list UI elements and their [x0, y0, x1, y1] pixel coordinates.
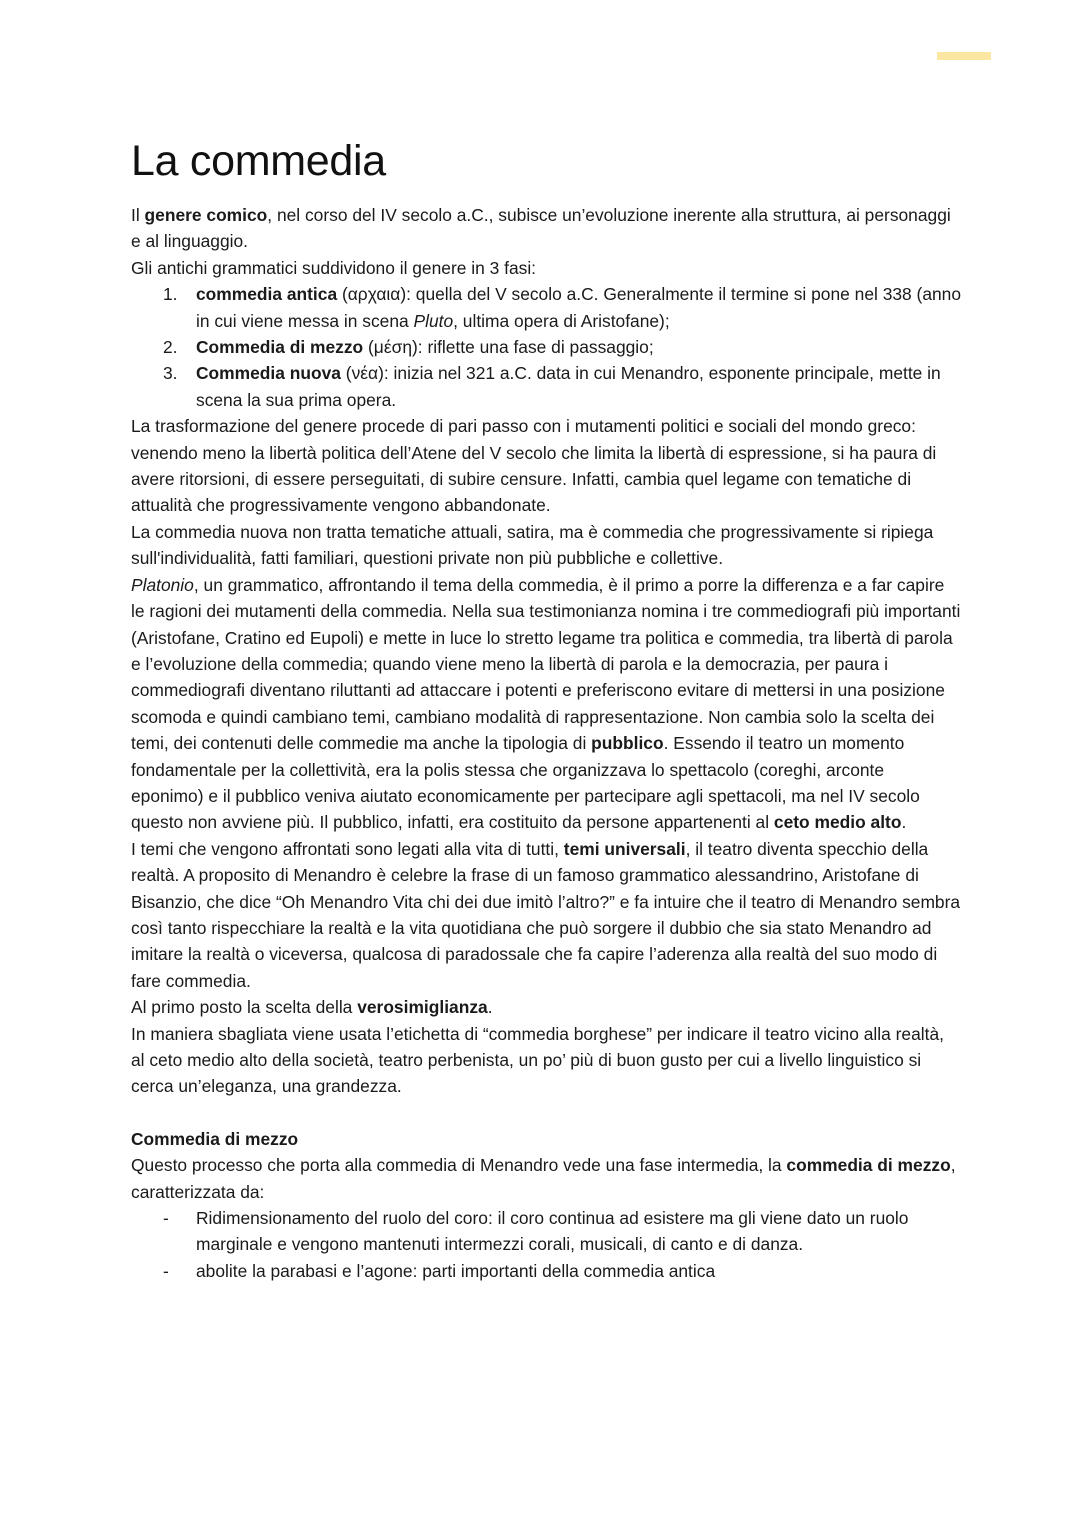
section-heading: Commedia di mezzo	[131, 1128, 299, 1149]
section-intro: Questo processo che porta alla commedia di Menandro vede una fase intermedia, la commedia di mezzo, caratterizzata da:	[131, 1155, 956, 1202]
list-item: 1. commedia antica (αρχαια): quella del V secolo a.C. Generalmente il termine si pone nel 338 (anno in cui viene messa in scena Pluto, ultima opera di Aristofane);	[131, 281, 961, 334]
paragraph-new-comedy: La commedia nuova non tratta tematiche attuali, satira, ma è commedia che progressivamente si ripiega sull'individualità, fatti familiari, questioni private non più pubbliche e collettive.	[131, 521, 934, 569]
page-title: La commedia	[131, 137, 386, 185]
list-number: 2.	[163, 337, 178, 358]
list-dash: -	[163, 1260, 169, 1281]
intro-paragraph: Il genere comico, nel corso del IV secolo a.C., subisce un’evoluzione inerente alla struttura, ai personaggi e al linguaggio.	[131, 205, 951, 252]
list-item: - Ridimensionamento del ruolo del coro: il coro continua ad esistere ma gli viene dato un ruolo marginale e vengono mantenuti intermezzi corali, musicali, di canto e di danza.	[131, 1205, 961, 1258]
tab-marker	[937, 52, 991, 60]
paragraph-platonio: Platonio, un grammatico, affrontando il tema della commedia, è il primo a porre la differenza e a far capire le ragioni dei mutamenti della commedia. Nella sua testimonianza nomina i tre commediografi più importanti (Aristofane, Cratino ed Eupoli) e mette in luce lo stretto legame tra politica e commedia, tra libertà di parola e l’evoluzione della commedia; quando viene meno la libertà di parola e la democrazia, per paura i commediografi diventano riluttanti ad attaccare i potenti e preferiscono evitare di mettersi in una posizione scomoda e quindi cambiano temi, cambiano modalità di rappresentazione. Non cambia solo la scelta dei temi, dei contenuti delle commedie ma anche la tipologia di pubblico. Essendo il teatro un momento fondamentale per la collettività, era la polis stessa che organizzava lo spettacolo (coreghi, arconte eponimo) e il pubblico veniva aiutato economicamente per partecipare agli spettacoli, ma nel IV secolo questo non avviene più. Il pubblico, infatti, era costituito da persone appartenenti al ceto medio alto.	[131, 574, 961, 833]
list-number: 3.	[163, 363, 178, 384]
paragraph-bourgeois: In maniera sbagliata viene usata l’etichetta di “commedia borghese” per indicare il teatro vicino alla realtà, al ceto medio alto della società, teatro perbenista, un po’ più di buon gusto per cui a livello linguistico si cerca un’eleganza, una grandezza.	[131, 1023, 944, 1097]
paragraph-transformation: La trasformazione del genere procede di pari passo con i mutamenti politici e sociali del mondo greco: venendo meno la libertà politica dell’Atene del V secolo che limita la libertà di espressione, si ha paura di avere ritorsioni, di essere perseguitati, di subire censure. Infatti, cambia quel legame con tematiche di attualità che progressivamente vengono abbandonate.	[131, 416, 937, 516]
document-body	[131, 202, 961, 1284]
section-spacer	[131, 1100, 961, 1126]
document-page	[131, 132, 961, 1284]
phases-list	[131, 281, 961, 413]
list-item: - abolite la parabasi e l’agone: parti importanti della commedia antica	[131, 1258, 961, 1284]
list-dash: -	[163, 1208, 169, 1229]
list-number: 1.	[163, 284, 178, 305]
paragraph-themes: I temi che vengono affrontati sono legati alla vita di tutti, temi universali, il teatro diventa specchio della realtà. A proposito di Menandro è celebre la frase di un famoso grammatico alessandrino, Aristofane di Bisanzio, che dice “Oh Menandro Vita chi dei due imitò l’altro?” e fa intuire che il teatro di Menandro sembra così tanto rispecchiare la realtà e la vita quotidiana che può sorgere il dubbio che sia stato Menandro ad imitare la realtà o viceversa, qualcosa di paradossale che fa capire l’aderenza alla realtà del suo modo di fare commedia.	[131, 838, 961, 991]
paragraph-verisimilitude: Al primo posto la scelta della verosimiglianza.	[131, 997, 493, 1018]
intro-phases-lead: Gli antichi grammatici suddividono il genere in 3 fasi:	[131, 257, 537, 278]
features-list	[131, 1205, 961, 1284]
list-item: 2. Commedia di mezzo (μέση): riflette una fase di passaggio;	[131, 334, 961, 360]
list-item: 3. Commedia nuova (νέα): inizia nel 321 a.C. data in cui Menandro, esponente principale, mette in scena la sua prima opera.	[131, 360, 961, 413]
